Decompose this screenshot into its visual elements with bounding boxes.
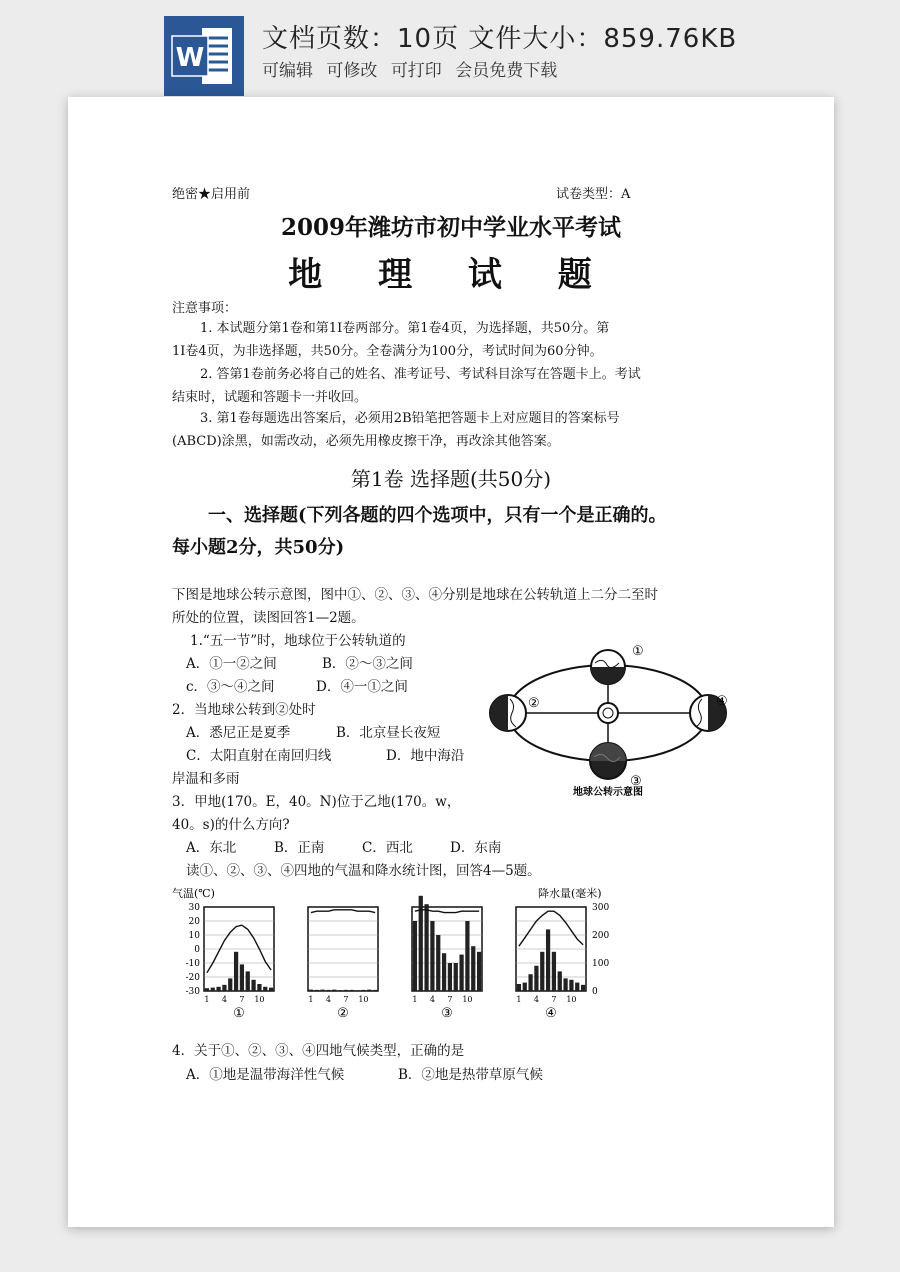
precip-bar — [222, 985, 226, 991]
climate-panel-label: ② — [337, 1006, 349, 1021]
note-1-line-1: 1. 本试题分第1卷和第1I卷两部分。第1卷4页，为选择题，共50分。第 — [200, 321, 610, 336]
temp-tick: 10 — [188, 931, 200, 941]
feature-printable: 可打印 — [390, 61, 442, 81]
month-tick: 1 — [412, 995, 418, 1004]
precip-bar — [211, 988, 215, 991]
precip-bar — [575, 983, 579, 991]
precip-axis-label: 降水量(毫米) — [538, 887, 602, 900]
month-tick: 4 — [429, 995, 435, 1004]
precip-bar — [528, 974, 532, 991]
precip-bar — [523, 983, 527, 991]
q3-option-d: D．东南 — [450, 840, 502, 856]
section1-heading — [172, 500, 752, 564]
precip-bar — [338, 990, 342, 991]
earth-position-1 — [591, 650, 625, 684]
q1-option-c: c．③～④之间 — [186, 679, 275, 695]
download-banner — [0, 0, 900, 100]
precip-bar — [465, 921, 469, 991]
note-2-line-2: 结束时，试题和答题卡一并收回。 — [172, 390, 368, 405]
orbit-marker-4: ④ — [716, 694, 728, 709]
earth-position-2 — [490, 695, 526, 731]
q2-option-c: C．太阳直射在南回归线 — [186, 748, 332, 764]
section1-line-1: 一、选择题(下列各题的四个选项中，只有一个是正确的。 — [208, 505, 667, 526]
question-3-line-2: 40。s)的什么方向? — [172, 817, 290, 833]
precip-bar — [234, 952, 238, 991]
q3-option-b: B．正南 — [274, 840, 325, 856]
precip-bar — [581, 985, 585, 991]
precip-bar — [552, 952, 556, 991]
precip-tick: 300 — [592, 903, 610, 913]
precip-bar — [309, 990, 313, 991]
note-3-line-2: (ABCD)涂黑，如需改动，必须先用橡皮擦干净，再改涂其他答案。 — [172, 434, 560, 449]
precip-bar — [205, 988, 209, 991]
feature-list — [262, 56, 565, 81]
word-document-icon — [164, 16, 244, 96]
paper-type-label: 试卷类型：A — [556, 187, 631, 202]
note-3-line-1: 3. 第1卷每题选出答案后，必须用2B铅笔把答题卡上对应题目的答案标号 — [200, 411, 620, 426]
exam-title: 2009年潍坊市初中学业水平考试 — [280, 214, 621, 241]
feature-editable: 可编辑 — [262, 61, 313, 81]
temp-tick: -30 — [185, 987, 200, 997]
document-page — [68, 97, 834, 1227]
precip-bar — [269, 988, 273, 991]
precip-bar — [454, 963, 458, 991]
month-tick: 4 — [533, 995, 539, 1004]
precip-bar — [517, 984, 521, 991]
month-tick: 7 — [239, 995, 245, 1004]
climate-panel-label: ④ — [545, 1006, 557, 1021]
precip-bar — [263, 987, 267, 991]
part1-heading: 第1卷 选择题(共50分) — [350, 467, 552, 491]
q4-option-a: A．①地是温带海洋性气候 — [186, 1067, 345, 1083]
precip-bar — [216, 987, 220, 991]
intro2: 读①、②、③、④四地的气温和降水统计图，回答4—5题。 — [186, 863, 541, 879]
month-tick: 7 — [447, 995, 453, 1004]
feature-modifiable: 可修改 — [326, 61, 378, 81]
temp-tick: -20 — [185, 973, 200, 983]
q2-option-d-cont: 岸温和多雨 — [172, 771, 240, 787]
precip-bar — [558, 971, 562, 991]
precip-bar — [436, 935, 440, 991]
precip-tick: 200 — [592, 931, 610, 941]
precip-bar — [373, 990, 377, 991]
precip-bar — [257, 984, 261, 991]
month-tick: 1 — [516, 995, 522, 1004]
precip-bar — [315, 990, 319, 991]
precip-bar — [477, 952, 481, 991]
feature-member-download[interactable]: 会员免费下载 — [455, 61, 558, 81]
subject-title: 地 理 试 题 — [288, 255, 614, 295]
file-info-title: 文档页数：10页 文件大小：859.76KB — [262, 24, 738, 54]
note-1 — [172, 317, 732, 363]
temp-axis-label: 气温(℃) — [172, 887, 215, 900]
precip-bar — [355, 990, 359, 991]
month-tick: 1 — [204, 995, 210, 1004]
question-1: 1.“五一节”时，地球位于公转轨道的 — [190, 633, 406, 649]
precip-bar — [534, 966, 538, 991]
intro1-line-2: 所处的位置，读图回答1—2题。 — [172, 610, 365, 626]
precip-bar — [344, 990, 348, 991]
sun-core — [603, 708, 613, 718]
climate-panel-label: ③ — [441, 1006, 453, 1021]
question-4: 4．关于①、②、③、④四地气候类型，正确的是 — [172, 1043, 465, 1059]
month-tick: 10 — [358, 995, 369, 1004]
orbit-marker-3: ③ — [630, 774, 642, 789]
precip-bar — [350, 990, 354, 991]
q3-option-c: C．西北 — [362, 840, 413, 856]
precip-bar — [367, 990, 371, 991]
precip-bar — [320, 990, 324, 991]
note-2-line-1: 2. 答第1卷前务必将自己的姓名、准考证号、考试科目涂写在答题卡上。考试 — [200, 367, 641, 382]
orbit-caption: 地球公转示意图 — [573, 787, 643, 798]
precip-bar — [246, 971, 250, 991]
precip-bar — [430, 921, 434, 991]
temp-tick: 0 — [194, 945, 200, 955]
month-tick: 1 — [308, 995, 314, 1004]
precip-bar — [448, 963, 452, 991]
q4-option-b: B．②地是热带草原气候 — [398, 1067, 543, 1083]
precip-bar — [413, 921, 417, 991]
confidential-label: 绝密★启用前 — [172, 187, 251, 202]
q2-option-a: A．悉尼正是夏季 — [186, 725, 291, 741]
q1-option-b: B．②～③之间 — [322, 656, 413, 672]
month-tick: 7 — [551, 995, 557, 1004]
month-tick: 4 — [325, 995, 331, 1004]
q2-option-d: D．地中海沿 — [386, 748, 465, 764]
note-1-line-2: 1I卷4页，为非选择题，共50分。全卷满分为100分，考试时间为60分钟。 — [172, 344, 603, 359]
precip-bar — [563, 978, 567, 991]
earth-position-3 — [590, 743, 626, 779]
precip-bar — [540, 952, 544, 991]
note-3 — [172, 407, 732, 453]
precip-bar — [228, 978, 232, 991]
q3-option-a: A．东北 — [186, 840, 237, 856]
precip-bar — [471, 946, 475, 991]
note-2 — [172, 363, 732, 409]
precip-tick: 100 — [592, 959, 610, 969]
question-2: 2．当地球公转到②处时 — [172, 702, 316, 718]
precip-bar — [332, 990, 336, 991]
precip-bar — [240, 964, 244, 991]
precip-bar — [459, 955, 463, 991]
precip-bar — [442, 953, 446, 991]
precip-bar — [361, 990, 365, 991]
q1-option-d: D．④一①之间 — [316, 679, 408, 695]
precip-bar — [546, 929, 550, 991]
precip-bar — [251, 980, 255, 991]
orbit-diagram — [490, 644, 728, 798]
month-tick: 7 — [343, 995, 349, 1004]
month-tick: 4 — [221, 995, 227, 1004]
month-tick: 10 — [462, 995, 473, 1004]
month-tick: 10 — [254, 995, 265, 1004]
precip-tick: 0 — [592, 987, 598, 997]
temp-tick: 30 — [188, 903, 200, 913]
q1-option-a: A．①一②之间 — [186, 656, 277, 672]
precip-bar — [424, 904, 428, 991]
orbit-marker-1: ① — [632, 644, 644, 659]
orbit-marker-2: ② — [528, 696, 540, 711]
intro1-line-1: 下图是地球公转示意图，图中①、②、③、④分别是地球在公转轨道上二分二至时 — [172, 587, 658, 603]
section1-line-2: 每小题2分，共50分) — [172, 537, 345, 558]
temp-tick: -10 — [185, 959, 200, 969]
question-3-line-1: 3．甲地(170。E，40。N)位于乙地(170。w， — [172, 794, 461, 810]
temp-tick: 20 — [188, 917, 200, 927]
q2-option-b: B．北京昼长夜短 — [336, 725, 441, 741]
month-tick: 10 — [566, 995, 577, 1004]
precip-bar — [569, 980, 573, 991]
climate-charts — [172, 885, 622, 1035]
climate-panel-label: ① — [233, 1006, 245, 1021]
notes-heading: 注意事项： — [172, 301, 238, 316]
precip-bar — [326, 990, 330, 991]
svg-text:W: W — [175, 43, 205, 73]
